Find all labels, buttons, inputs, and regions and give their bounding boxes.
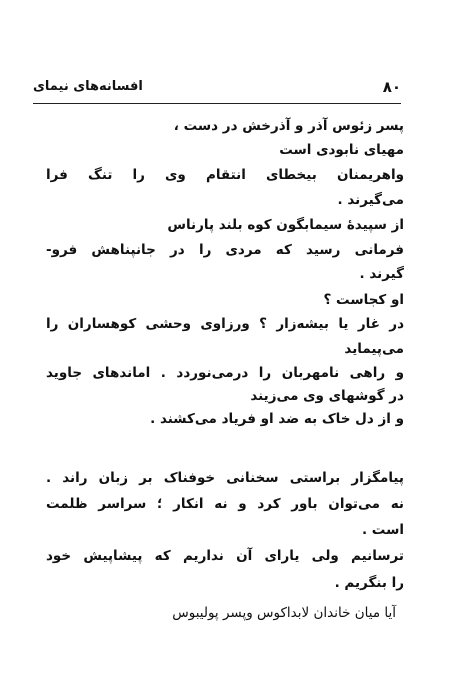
text-line: در غار یا بیشه‌زار ؟ ورزاوی وحشی کوهساران را: [46, 316, 404, 332]
text-line: است .: [361, 522, 404, 538]
text-line: ترسانیم ولی یارای آن نداریم که پیشاپیش خود: [46, 548, 404, 564]
text-line: می‌پیماید: [344, 341, 404, 357]
text-line: او کجاست ؟: [323, 292, 404, 308]
book-title: افسانه‌های نیمای: [33, 79, 143, 94]
running-head: [33, 78, 401, 98]
text-line: واهریمنان بیخطای انتقام وی را تنگ فرا: [46, 167, 404, 183]
text-line: فرمانی رسید که مردی را در جانپناهش فرو-: [46, 242, 404, 258]
text-line: و از دل خاک به ضد او فریاد می‌کشند .: [150, 411, 404, 427]
text-line: را بنگریم .: [334, 575, 404, 591]
page-number: ۸۰: [382, 78, 401, 96]
header-rule: [33, 103, 401, 104]
text-line: پسر زئوس آذر و آذرخش در دست ،: [173, 118, 404, 134]
text-line: آیا میان خاندان لابداکوس وپسر پولیبوس: [172, 605, 396, 621]
text-line: پیامگزار براستی سخنانی خوفناک بر زبان راند .: [46, 470, 404, 486]
text-line: در گوشهای وی می‌زیند: [250, 388, 404, 404]
text-line: و راهی نامهربان را درمی‌نوردد . اماندهای جاوید: [46, 365, 404, 381]
text-line: مهیای نابودی است: [279, 142, 404, 158]
text-line: می‌گیرند .: [337, 192, 404, 208]
text-line: گیرند .: [359, 266, 404, 282]
text-line: از سپیدهٔ سیمابگون کوه بلند پارناس: [167, 217, 404, 233]
text-line: نه می‌توان باور کرد و نه انکار ؛ سراسر ظلمت: [46, 496, 404, 512]
